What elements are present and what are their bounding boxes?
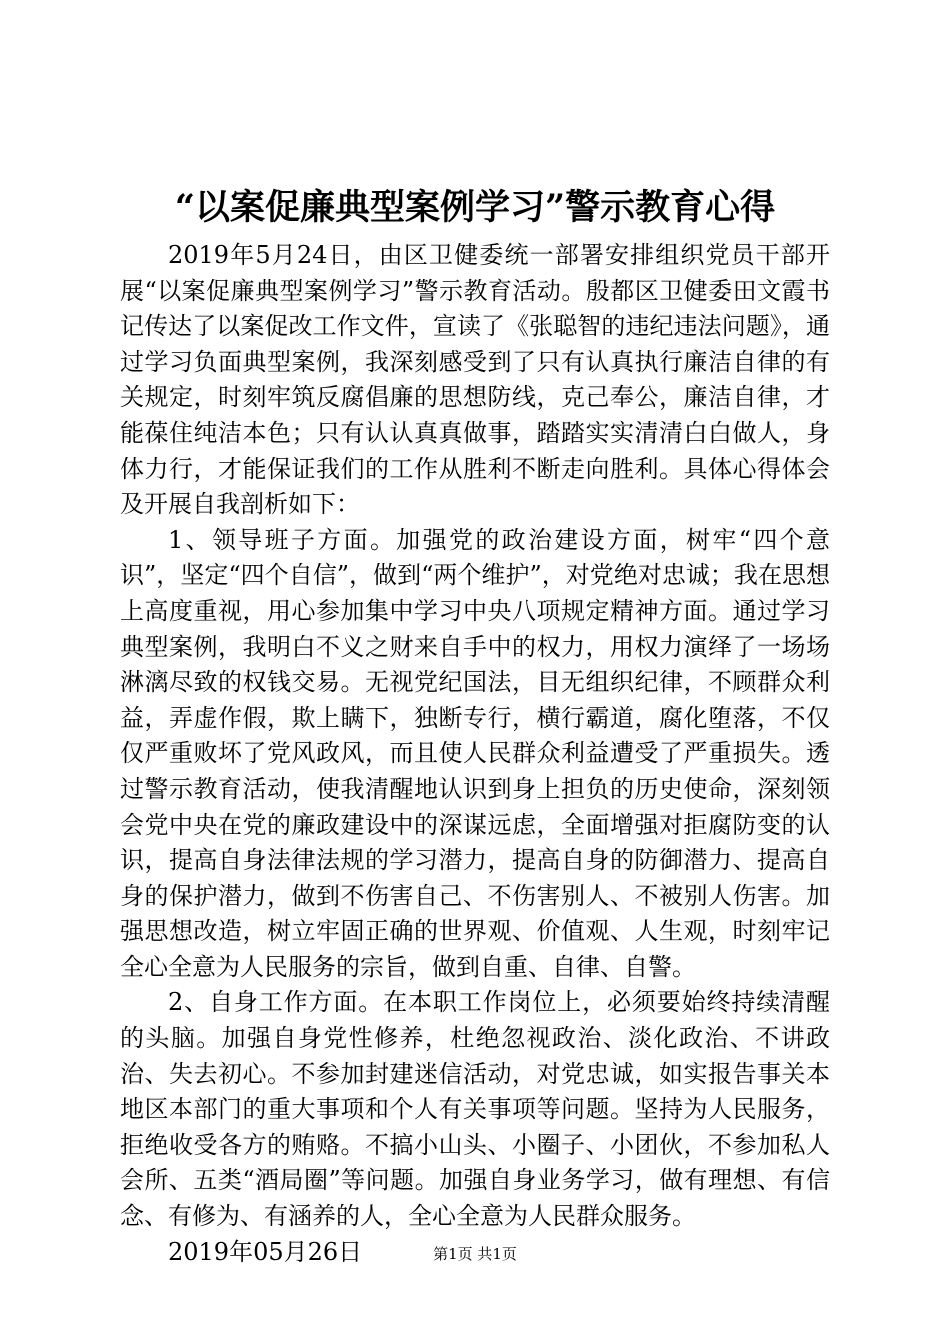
document-title: “以案促廉典型案例学习”警示教育心得 [174,187,776,228]
paragraph-intro: 2019年5月24日，由区卫健委统一部署安排组织党员干部开展“以案促廉典型案例学习”警示教育活动。殷都区卫健委田文霞书记传达了以案促改工作文件，宣读了《张聪智的违纪违法问题》，通过学习负面典型案例，我深刻感受到了只有认真执行廉洁自律的有关规定，时刻牢筑反腐倡廉的思想防线，克己奉公，廉洁自律，才能葆住纯洁本色；只有认认真真做事，踏踏实实清清白白做人，身体力行，才能保证我们的工作从胜利不断走向胜利。具体心得体会及开展自我剖析如下： [120,241,830,519]
document-date: 2019年05月26日 [168,1237,363,1266]
page-footer: 第1页 共1页 [433,1245,517,1263]
document-body [120,238,830,1270]
paragraph-self-work: 2、自身工作方面。在本职工作岗位上，必须要始终持续清醒的头脑。加强自身党性修养，杜绝忽视政治、淡化政治、不讲政治、失去初心。不参加封建迷信活动，对党忠诚，如实报告事关本地区本部门的重大事项和个人有关事项等问题。坚持为人民服务，拒绝收受各方的贿赂。不搞小山头、小圈子、小团伙，不参加私人会所、五类“酒局圈”等问题。加强自身业务学习，做有理想、有信念、有修为、有涵养的人，全心全意为人民群众服务。 [120,988,830,1231]
paragraph-leadership: 1、领导班子方面。加强党的政治建设方面，树牢“四个意识”，坚定“四个自信”，做到“两个维护”，对党绝对忠诚；我在思想上高度重视，用心参加集中学习中央八项规定精神方面。通过学习典型案例，我明白不义之财来自手中的权力，用权力演绎了一场场淋漓尽致的权钱交易。无视党纪国法，目无组织纪律，不顾群众利益，弄虚作假，欺上瞒下，独断专行，横行霸道，腐化堕落，不仅仅严重败坏了党风政风，而且使人民群众利益遭受了严重损失。透过警示教育活动，使我清醒地认识到身上担负的历史使命，深刻领会党中央在党的廉政建设中的深谋远虑，全面增强对拒腐防变的认识，提高自身法律法规的学习潜力，提高自身的防御潜力、提高自身的保护潜力，做到不伤害自己、不伤害别人、不被别人伤害。加强思想改造，树立牢固正确的世界观、价值观、人生观，时刻牢记全心全意为人民服务的宗旨，做到自重、自律、自警。 [120,525,830,981]
